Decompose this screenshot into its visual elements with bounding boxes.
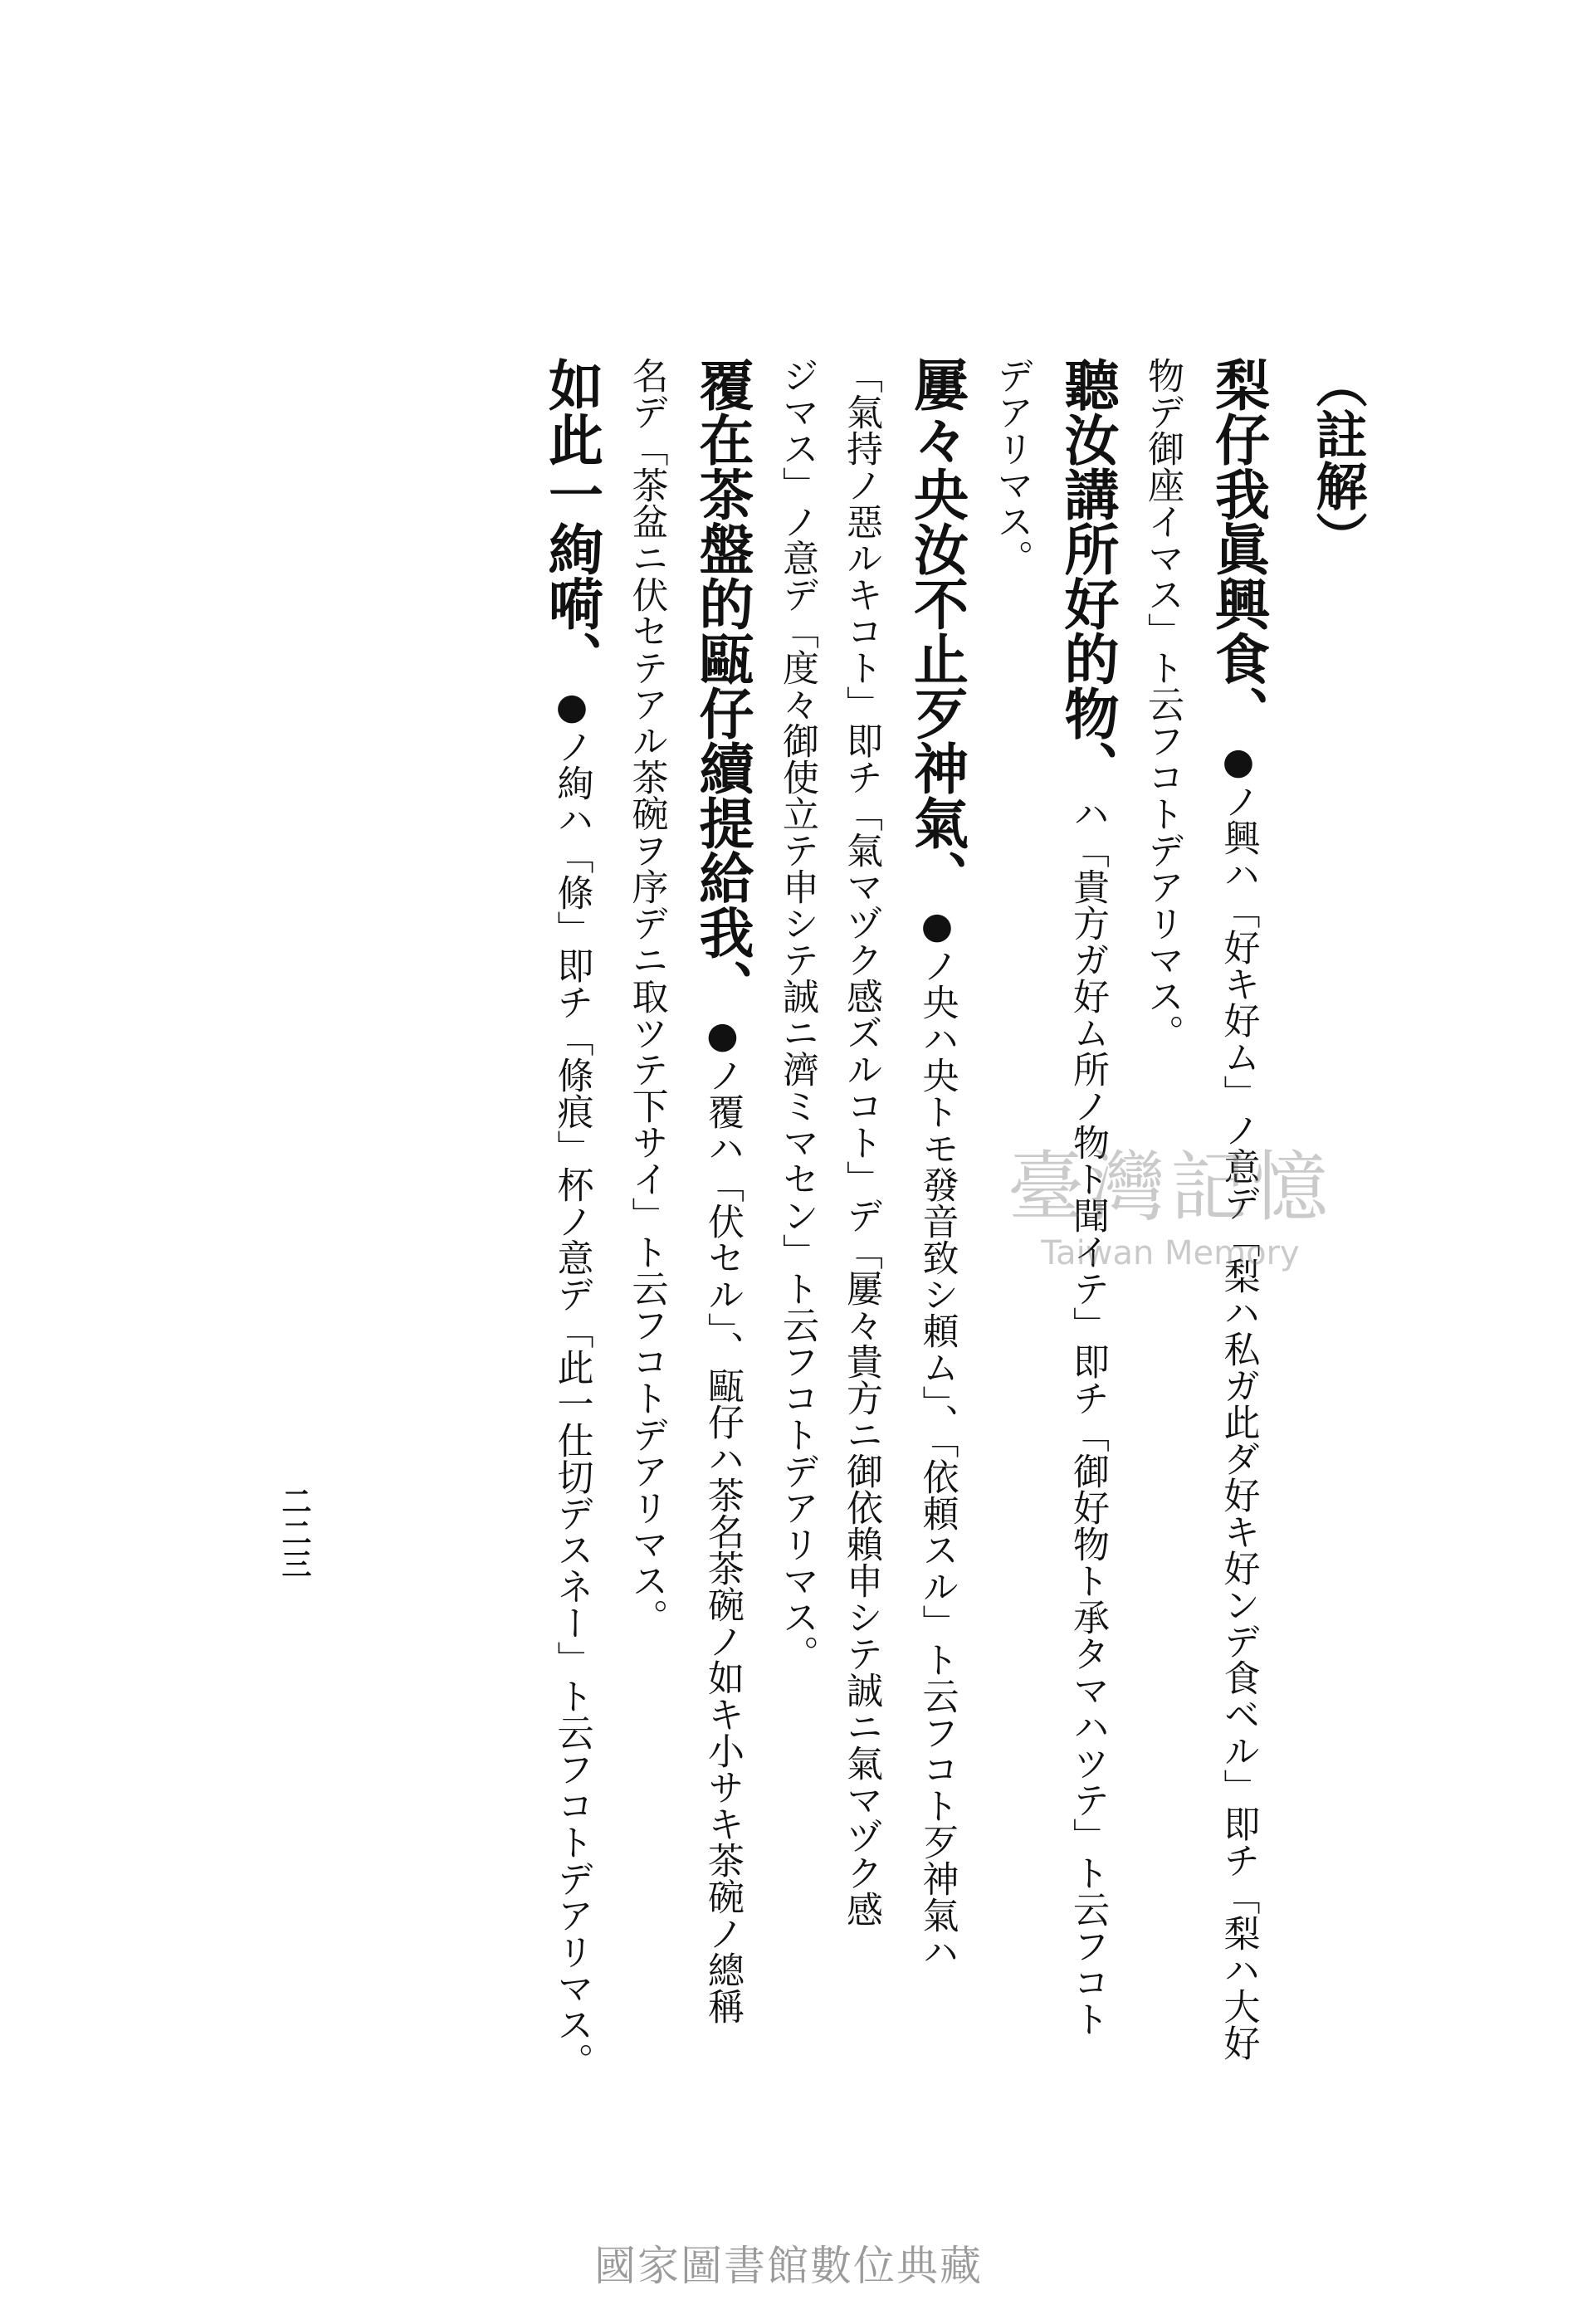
entry-3-line-3: ジマス」ノ意デ「度々御使立テ申シテ誠ニ濟ミマセン」ト云フコトデアリマス。 xyxy=(776,357,818,1672)
footer-credit: 國家圖書館數位典藏 xyxy=(594,2242,983,2290)
entry-5-line-1 xyxy=(537,357,606,2079)
entry-3-line-1 xyxy=(902,357,971,1975)
entry-3-line-2: 「氣持ノ惡ルキコト」即チ「氣マヅク感ズルコト」デ「屢々貴方ニ御依賴申シテ誠ニ氣マヅク感 xyxy=(840,357,882,1927)
watermark-english: Taiwan Memory xyxy=(1041,1234,1300,1273)
entry-2-head: 聽汝講所好的物、 xyxy=(1055,357,1120,795)
vertical-text-block xyxy=(519,357,1370,2079)
entry-4-line-1 xyxy=(688,357,757,2024)
entry-1-head: 梨仔我眞興食、 xyxy=(1205,357,1271,740)
entry-4-head: 覆在茶盤的甌仔續提給我、 xyxy=(690,357,754,1014)
entry-3-gloss-1: ●ノ央ハ央トモ發音致シ頼ム」、「依頼スル」ト云フコト歹神氣ハ xyxy=(915,905,959,1970)
entry-1-gloss-1: ●ノ興ハ「好キ好ム」ノ意デ「梨ハ私ガ此ダ好キ好ンデ食ベル」即チ「梨ハ大好 xyxy=(1217,740,1260,2061)
entry-2-gloss-1: ハ「貴方ガ好ム所ノ物ト聞イテ」即チ「御好物ト承タマハツテ」ト云フコト xyxy=(1067,795,1109,2037)
entry-2-line-2: デアリマス。 xyxy=(990,357,1033,576)
section-heading: （註解） xyxy=(1307,357,1368,563)
entry-4-line-2: 名デ「茶盆ニ伏セテアル茶碗ヲ序デニ取ツテ下サイ」ト云フコトデアリマス。 xyxy=(625,357,668,1635)
entry-5-head: 如此一絢嗬、 xyxy=(539,357,604,686)
entry-2-line-1 xyxy=(1053,357,1122,2037)
entry-5-gloss-1: ●ノ絢ハ「條」即チ「條痕」杯ノ意デ「此一仕切デスネー」ト云フコトデアリマス。 xyxy=(550,686,593,2079)
page-number: 二二三 xyxy=(277,1486,312,1580)
entry-3-head: 屢々央汝不止歹神氣、 xyxy=(904,357,969,905)
entry-4-gloss-1: ●ノ覆ハ「伏セル」、甌仔ハ茶名茶碗ノ如キ小サキ茶碗ノ總稱 xyxy=(701,1014,744,2024)
entry-1-line-1 xyxy=(1204,357,1272,2061)
watermark-chinese: 臺灣記憶 xyxy=(1007,1143,1333,1232)
entry-1-line-2: 物デ御座イマス」ト云フコトデアリマス。 xyxy=(1141,357,1184,1051)
